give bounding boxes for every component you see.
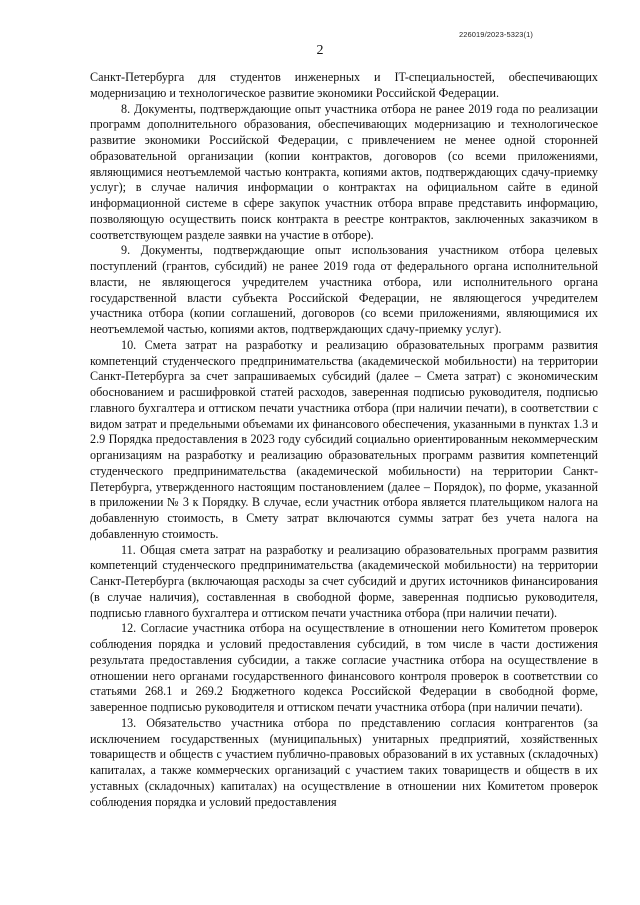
document-body (90, 70, 598, 810)
paragraph-11: 11. Общая смета затрат на разработку и реализацию образовательных программ развития компетенций студенческого предпринимательства (академической мобильности) на территории Санкт-Петербурга (включающая расходы за счет субсидий и других источников финансирования (в случае наличия), составленная в свободной форме, заверенная подписью руководителя, подписью главного бухгалтера и оттиском печати участника отбора (при наличии печати). (90, 542, 598, 620)
paragraph-continuation: Санкт-Петербурга для студентов инженерных и IT-специальностей, обеспечивающих модернизацию и технологическое развитие экономики Российской Федерации. (90, 70, 598, 100)
paragraph-13: 13. Обязательство участника отбора по представлению согласия контрагентов (за исключением государственных (муниципальных) унитарных предприятий, хозяйственных товариществ и обществ с участием публично-правовых образований в их уставных (складочных) капиталах, а также коммерческих организаций с участием таких товариществ и обществ в их уставных (складочных) капиталах) на осуществление в отношении них Комитетом проверок соблюдения порядка и условий предоставления (90, 715, 598, 809)
page-number: 2 (316, 43, 324, 58)
paragraph-12: 12. Согласие участника отбора на осуществление в отношении него Комитетом проверок соблюдения порядка и условий предоставления субсидий, в том числе в части достижения результата предоставления субсидии, а также согласие участника отбора на осуществление в отношении него органами государственного финансового контроля проверок в соответствии со статьями 268.1 и 269.2 Бюджетного кодекса Российской Федерации в свободной форме, заверенное подписью руководителя и оттиском печати участника отбора (при наличии печати). (90, 621, 598, 714)
registration-number: 226019/2023-5323(1) (458, 30, 533, 39)
paragraph-9: 9. Документы, подтверждающие опыт использования участником отбора целевых поступлений (грантов, субсидий) не ранее 2019 года от федерального органа исполнительной власти, не являющегося учредителем участника отбора, или исполнительного органа государственной власти субъекта Российской Федерации, не являющегося учредителем участника отбора (копии соглашений, договоров (со всеми приложениями, являющимися их неотъемлемой частью, копиями актов, подтверждающих сдачу-приемку услуг). (90, 243, 598, 336)
paragraph-8: 8. Документы, подтверждающие опыт участника отбора не ранее 2019 года по реализации программ дополнительного образования, обеспечивающих модернизацию и технологическое развитие экономики Российской Федерации, с привлечением не менее одной сторонней образовательной организации (копии контрактов, договоров (со всеми приложениями, являющимися неотъемлемой частью контракта, копиями актов, подтверждающих сдачу-приемку услуг); в случае наличия информации о контрактах на официальном сайте в единой информационной системе в сфере закупок участник отбора вправе представить информацию, позволяющую осуществить поиск контракта в реестре контрактов, заключенных заказчиком в соответствующем разделе заявки на участие в отборе). (90, 101, 598, 242)
paragraph-10: 10. Смета затрат на разработку и реализацию образовательных программ развития компетенций студенческого предпринимательства (академической мобильности) на территории Санкт-Петербурга за счет запрашиваемых субсидий (далее – Смета затрат) с экономическим обоснованием и расшифровкой статей расходов, заверенная подписью руководителя, подписью главного бухгалтера и оттиском печати участника отбора (при наличии печати), в соответствии с видом затрат и предельными объемами их финансового обеспечения, указанными в пунктах 1.3 и 2.9 Порядка предоставления в 2023 году субсидий социально ориентированным некоммерческим организациям на разработку и реализацию образовательных программ развития компетенций студенческого предпринимательства (академической мобильности) на территории Санкт-Петербурга, утвержденного настоящим постановлением (далее – Порядок), по форме, указанной в приложении № 3 к Порядку. В случае, если участник отбора является плательщиком налога на добавленную стоимость, в Смету затрат включаются суммы затрат без учета налога на добавленную стоимость. (90, 337, 598, 541)
